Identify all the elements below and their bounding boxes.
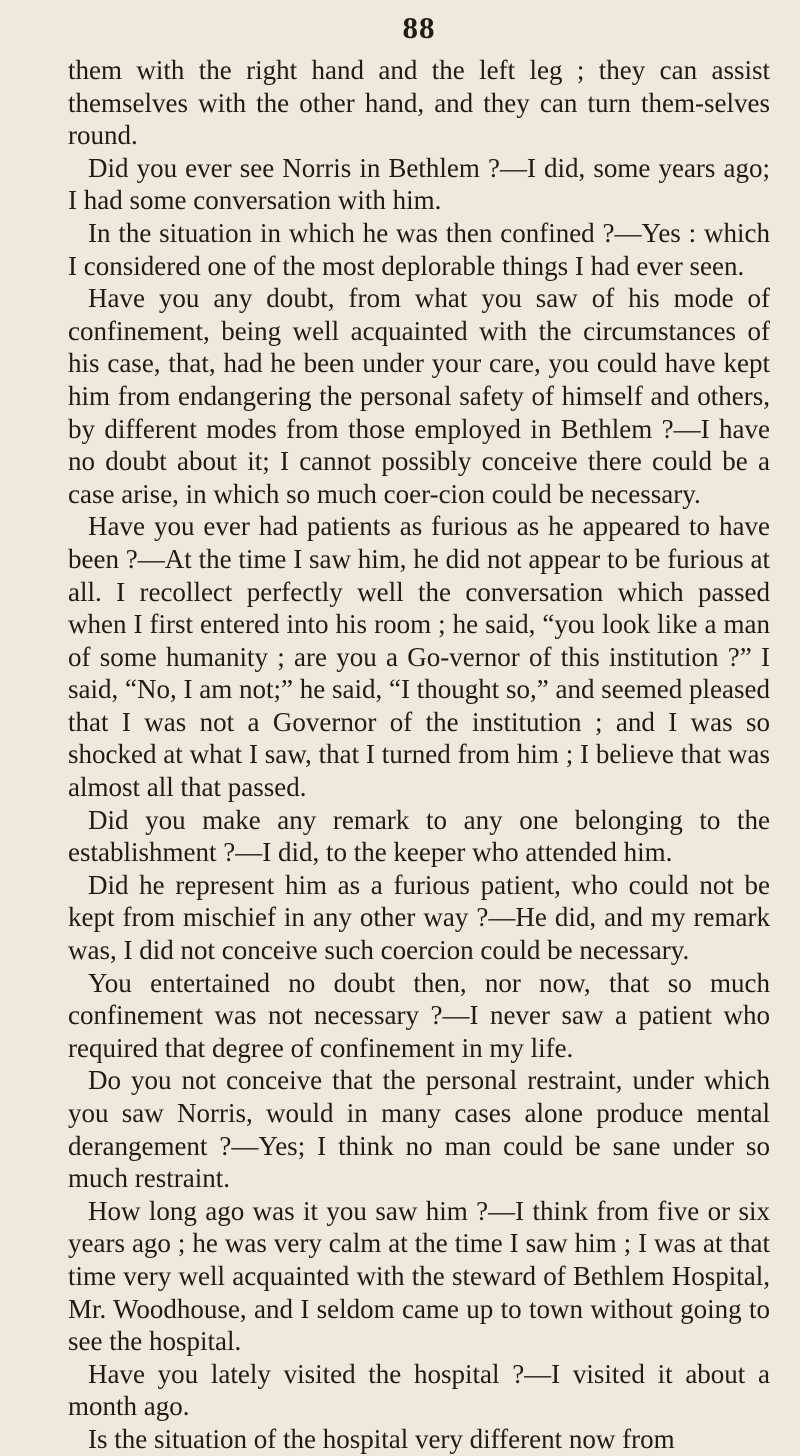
paragraph: Have you ever had patients as furious as he appeared to have been ?—At the time I saw him, he did not appear to be furious at all. I recollect perfectly well the conversation which passed when I first entered into his room ; he said, “you look like a man of some humanity ; are you a Go-vernor of this institution ?” I said, “No, I am not;” he said, “I thought so,” and seemed pleased that I was not a Governor of the institution ; and I was so shocked at what I saw, that I turned from him ; I believe that was almost all that passed. <box>68 511 770 803</box>
paragraph: Do you not conceive that the personal restraint, under which you saw Norris, would in many cases alone produce mental derangement ?—Yes; I think no man could be sane under so much restraint. <box>68 1065 770 1194</box>
paragraph: Did you ever see Norris in Bethlem ?—I did, some years ago; I had some conversation with him. <box>68 152 770 216</box>
paragraph: Did you make any remark to any one belonging to the establishment ?—I did, to the keeper who attended him. <box>68 804 770 868</box>
paragraph: them with the right hand and the left leg ; they can assist themselves with the other hand, and they can turn them-selves round. <box>68 55 770 151</box>
body-text <box>68 54 770 1456</box>
page-number: 88 <box>402 10 436 45</box>
paragraph: Have you any doubt, from what you saw of his mode of confinement, being well acquainted with the circumstances of his case, that, had he been under your care, you could have kept him from endangering the personal safety of himself and others, by different modes from those employed in Bethlem ?—I have no doubt about it; I cannot possibly conceive there could be a case arise, in which so much coer-cion could be necessary. <box>68 283 770 509</box>
paragraph: In the situation in which he was then confined ?—Yes : which I considered one of the most deplorable things I had ever seen. <box>68 217 770 281</box>
paragraph: You entertained no doubt then, nor now, that so much confinement was not necessary ?—I never saw a patient who required that degree of confinement in my life. <box>68 967 770 1063</box>
paragraph: Have you lately visited the hospital ?—I visited it about a month ago. <box>68 1358 770 1422</box>
paragraph: Did he represent him as a furious patient, who could not be kept from mischief in any other way ?—He did, and my remark was, I did not conceive such coercion could be necessary. <box>68 869 770 966</box>
paragraph: How long ago was it you saw him ?—I think from five or six years ago ; he was very calm at the time I saw him ; I was at that time very well acquainted with the steward of Bethlem Hospital, Mr. Woodhouse, and I seldom came up to town without going to see the hospital. <box>68 1195 770 1357</box>
paragraph: Is the situation of the hospital very different now from <box>88 1423 675 1454</box>
